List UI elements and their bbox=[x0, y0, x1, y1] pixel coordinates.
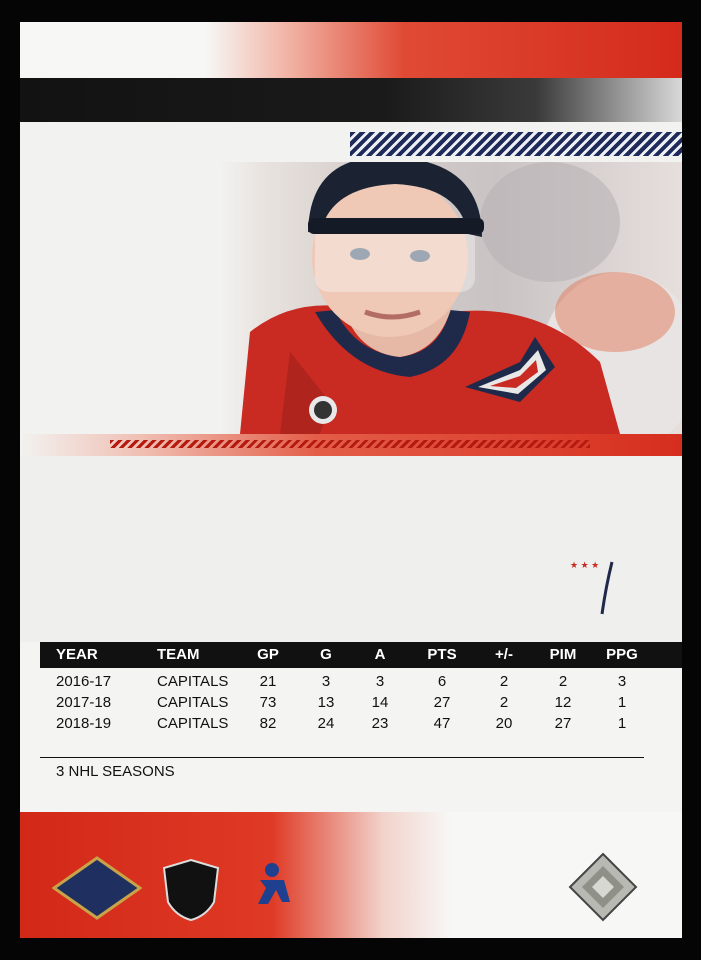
stats-header-3: G bbox=[320, 646, 332, 663]
stats-header-5: PTS bbox=[427, 646, 457, 663]
totals-label: 3 NHL SEASONS bbox=[56, 763, 175, 780]
stats-cell: 2017-18 bbox=[56, 694, 112, 711]
stats-header-2: GP bbox=[257, 646, 279, 663]
stats-cell: 2 bbox=[558, 673, 568, 690]
write-up-section bbox=[20, 456, 682, 642]
stats-header-4: A bbox=[374, 646, 386, 663]
stats-cell: 3 bbox=[321, 673, 331, 690]
stats-cell: 20 bbox=[495, 715, 513, 732]
stats-cell: 2 bbox=[499, 673, 509, 690]
stats-cell: 12 bbox=[554, 694, 572, 711]
stats-cell: 47 bbox=[433, 715, 451, 732]
trading-card-back bbox=[20, 22, 682, 938]
stats-header-1: TEAM bbox=[157, 646, 200, 663]
stats-cell: 21 bbox=[259, 673, 277, 690]
stats-cell: CAPITALS bbox=[157, 715, 229, 732]
footer-band bbox=[20, 812, 682, 938]
nhlpa-logo bbox=[242, 860, 306, 920]
stats-cell: 82 bbox=[259, 715, 277, 732]
stats-cell: CAPITALS bbox=[157, 673, 229, 690]
hologram bbox=[568, 852, 638, 922]
header-band bbox=[20, 22, 682, 78]
stats-cell: 27 bbox=[433, 694, 451, 711]
upper-deck-logo bbox=[52, 856, 142, 920]
name-bar bbox=[20, 78, 682, 122]
svg-text:★ ★ ★: ★ ★ ★ bbox=[570, 560, 600, 570]
stats-cell: 2018-19 bbox=[56, 715, 112, 732]
stats-cell: 24 bbox=[317, 715, 335, 732]
stats-cell: 27 bbox=[554, 715, 572, 732]
nhl-logo bbox=[162, 858, 220, 922]
stats-cell: CAPITALS bbox=[157, 694, 229, 711]
stats-cell: 13 bbox=[317, 694, 335, 711]
stats-cell: 1 bbox=[617, 715, 627, 732]
stats-header-8: PPG bbox=[606, 646, 638, 663]
stats-cell: 14 bbox=[371, 694, 389, 711]
totals-rule bbox=[40, 757, 644, 758]
stats-header-6: +/- bbox=[495, 646, 513, 663]
stats-cell: 2 bbox=[499, 694, 509, 711]
stats-cell: 3 bbox=[617, 673, 627, 690]
stats-cell: 3 bbox=[375, 673, 385, 690]
navy-stripe bbox=[350, 132, 682, 156]
red-divider bbox=[20, 434, 682, 456]
stats-table bbox=[20, 642, 682, 832]
capitals-logo bbox=[540, 556, 650, 616]
stats-cell: 73 bbox=[259, 694, 277, 711]
stats-cell: 23 bbox=[371, 715, 389, 732]
stats-header-7: PIM bbox=[549, 646, 577, 663]
stats-header-0: YEAR bbox=[56, 646, 98, 663]
stats-cell: 1 bbox=[617, 694, 627, 711]
stats-cell: 2016-17 bbox=[56, 673, 112, 690]
stats-cell: 6 bbox=[437, 673, 447, 690]
player-photo bbox=[220, 162, 682, 434]
